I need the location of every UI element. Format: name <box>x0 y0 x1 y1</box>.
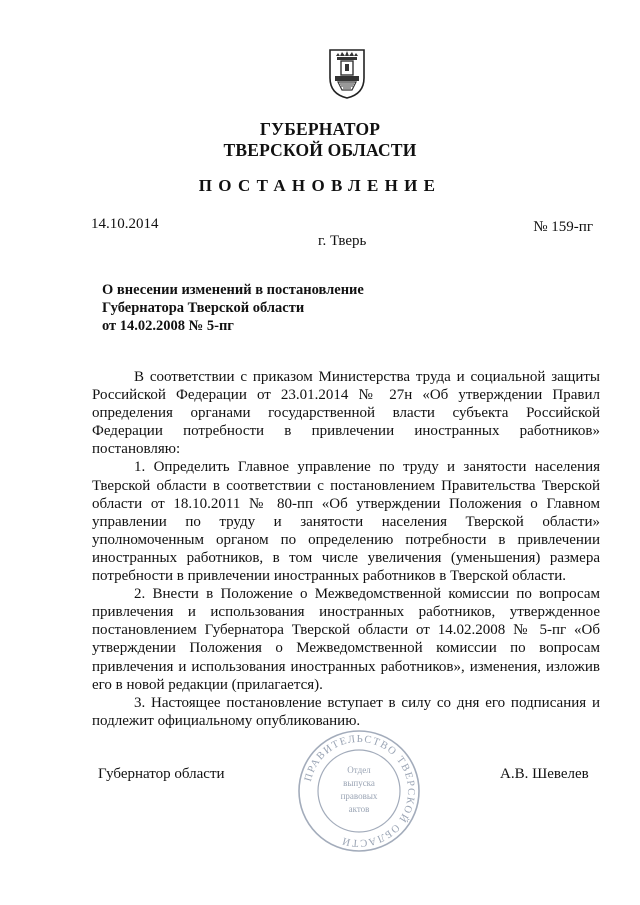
seal-center-text: актов <box>348 804 370 814</box>
document-city: г. Тверь <box>318 233 367 249</box>
issuer-title: ГУБЕРНАТОР <box>259 119 381 139</box>
signer-name: А.В. Шевелев <box>500 766 589 782</box>
document-subject <box>102 281 364 335</box>
seal-center-text: Отдел <box>347 765 371 775</box>
item-paragraph: 3. Настоящее постановление вступает в силу со дня его подписания и подлежит официальному опубликованию. <box>92 694 600 729</box>
document-date: 14.10.2014 <box>91 216 159 232</box>
signer-title: Губернатор области <box>98 766 225 782</box>
document-body <box>92 368 600 730</box>
item-paragraph: 2. Внести в Положение о Межведомственной комиссии по вопросам привлечения и использования иностранных работников, утвержденное постановлением Губернатора Тверской области от 14.02.2008 № 5-пг «Об утверждении Положения о Межведомственной комиссии по вопросам привлечения и использования иностранных работников», изменения, изложив его в новой редакции (прилагается). <box>92 586 600 693</box>
subject-line: от 14.02.2008 № 5-пг <box>102 318 234 334</box>
seal-center-text: выпуска <box>343 778 375 788</box>
document-number: № 159-пг <box>533 219 593 235</box>
item-paragraph: 1. Определить Главное управление по труду и занятости населения Тверской области в соответствии с постановлением Правительства Тверской области от 18.10.2011 № 80-пп «Об утверждении Положения о Главном управлении по труду и занятости населения Тверской области» уполномоченным органом по определению потребности в привлечении иностранных работников, в том числе увеличения (уменьшения) размера потребности в привлечении иностранных работников в Тверской области. <box>92 459 600 585</box>
seal-center-text: правовых <box>340 791 378 801</box>
coat-of-arms-emblem <box>328 48 366 100</box>
subject-line: Губернатора Тверской области <box>102 300 305 316</box>
subject-line: О внесении изменений в постановление <box>102 282 364 298</box>
seal-ring-text: ПРАВИТЕЛЬСТВО ТВЕРСКОЙ ОБЛАСТИ <box>302 733 417 849</box>
preamble-paragraph: В соответствии с приказом Министерства труда и социальной защиты Российской Федерации от 23.01.2014 № 27н «Об утверждении Правил определения органами государственной власти субъекта Российской Федерации потребности в привлечении иностранных работников» постановляю: <box>92 369 600 458</box>
official-seal-stamp <box>296 728 422 854</box>
issuer-region: ТВЕРСКОЙ ОБЛАСТИ <box>223 140 417 160</box>
document-type: ПОСТАНОВЛЕНИЕ <box>198 176 442 195</box>
